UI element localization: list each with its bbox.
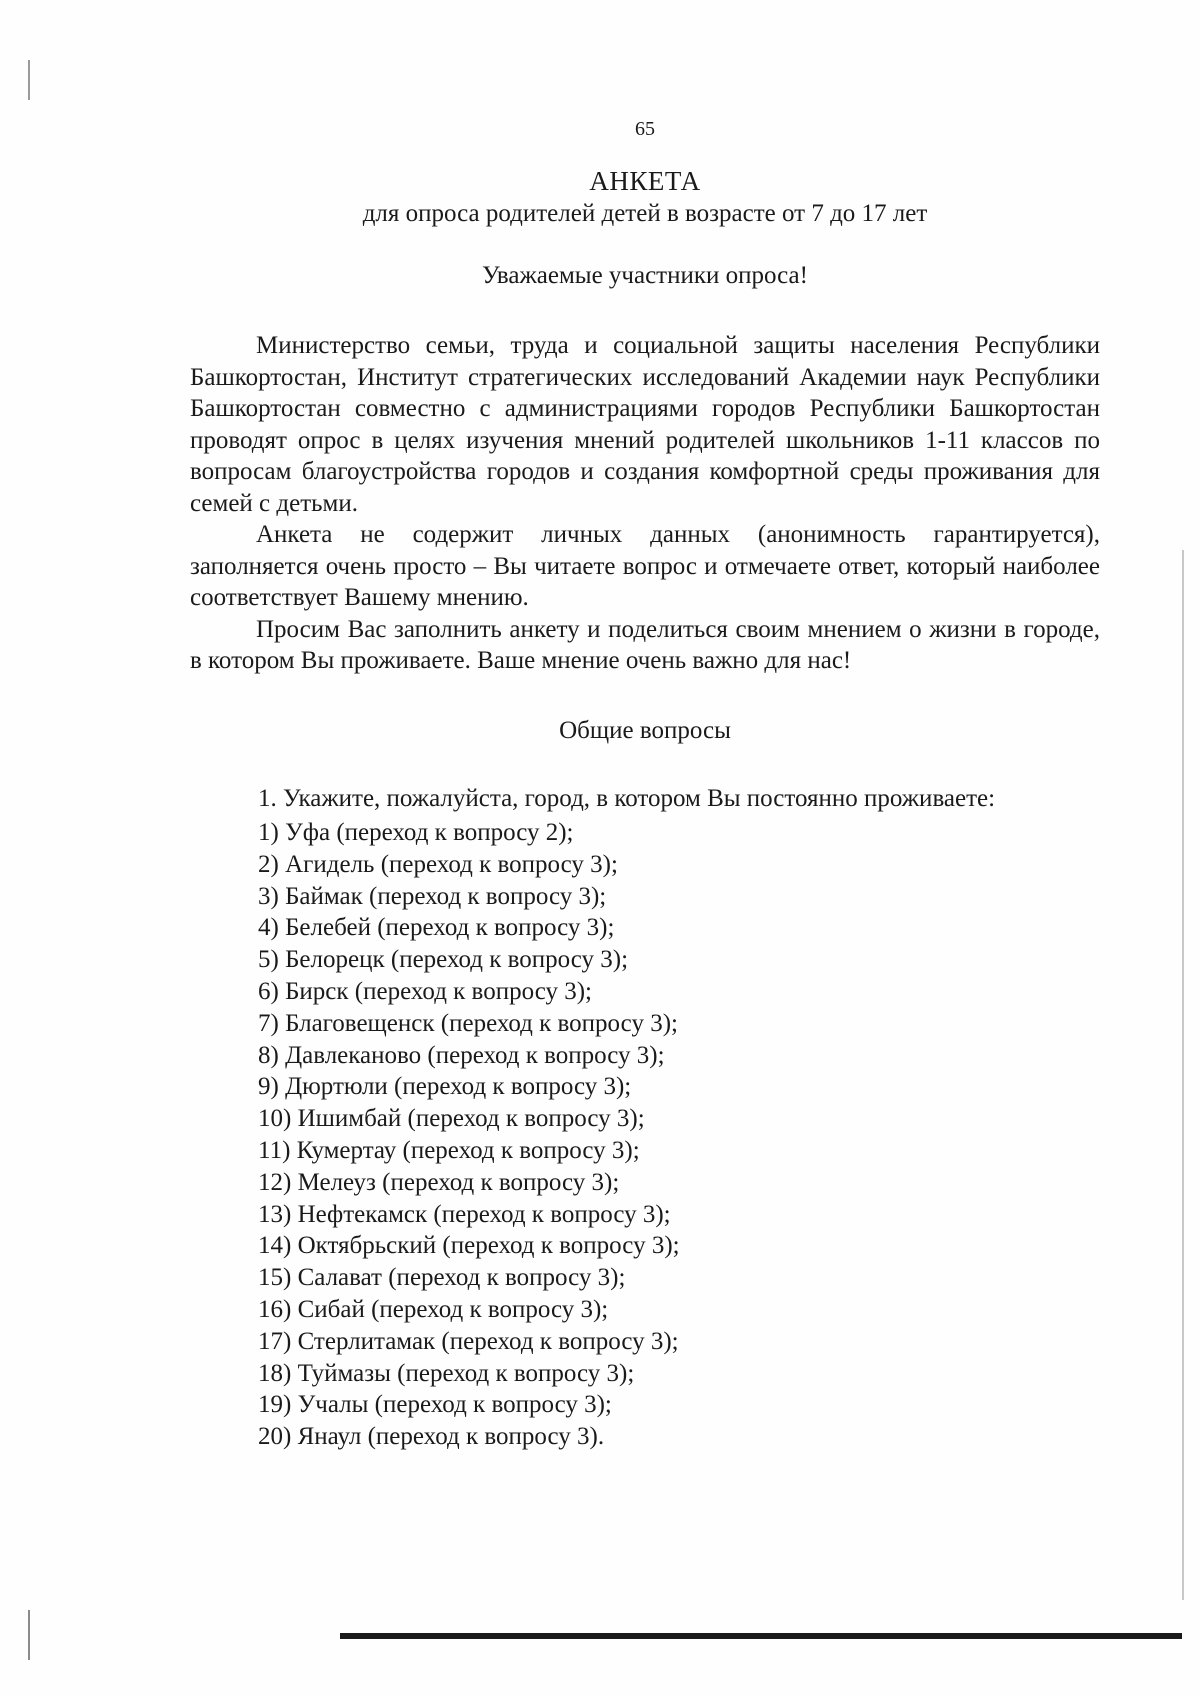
answer-option: 11) Кумертау (переход к вопросу 3); (258, 1136, 640, 1164)
document-title: АНКЕТА (589, 166, 701, 196)
bottom-rule-line (340, 1633, 1182, 1639)
answer-option: 4) Белебей (переход к вопросу 3); (258, 914, 615, 942)
answer-option: 17) Стерлитамак (переход к вопросу 3); (258, 1327, 679, 1355)
answer-option: 14) Октябрьский (переход к вопросу 3); (258, 1232, 680, 1260)
intro-paragraph: Министерство семьи, труда и социальной защиты населения Республики Башкортостан, Институт стратегических исследований Академии наук Республики Башкортостан совместно с администрациями городов Республики Башкортостан проводят опрос в целях изучения мнений родителей школьников 1-11 классов по вопросам благоустройства городов и создания комфортной среды проживания для семей с детьми. (190, 332, 1100, 517)
answer-options-list (258, 817, 680, 1453)
answer-option: 10) Ишимбай (переход к вопросу 3); (258, 1105, 645, 1133)
question-text: 1. Укажите, пожалуйста, город, в котором Вы постоянно проживаете: (258, 785, 996, 812)
page-number: 65 (635, 118, 655, 140)
answer-option: 1) Уфа (переход к вопросу 2); (258, 819, 574, 846)
section-title: Общие вопросы (559, 717, 731, 744)
answer-option: 7) Благовещенск (переход к вопросу 3); (258, 1009, 678, 1037)
answer-option: 16) Сибай (переход к вопросу 3); (258, 1295, 609, 1323)
answer-option: 12) Мелеуз (переход к вопросу 3); (258, 1168, 620, 1196)
answer-option: 9) Дюртюли (переход к вопросу 3); (258, 1073, 632, 1101)
scan-edge-mark (1182, 550, 1184, 1600)
greeting: Уважаемые участники опроса! (482, 262, 808, 289)
answer-option: 3) Баймак (переход к вопросу 3); (258, 882, 607, 910)
answer-option: 19) Учалы (переход к вопросу 3); (258, 1391, 612, 1419)
answer-option: 2) Агидель (переход к вопросу 3); (258, 850, 618, 878)
scan-edge-mark (28, 60, 30, 100)
answer-option: 15) Салават (переход к вопросу 3); (258, 1264, 626, 1292)
intro-paragraph: Анкета не содержит личных данных (анонимность гарантируется), заполняется очень просто – Вы читаете вопрос и отмечаете ответ, который наиболее соответствует Вашему мнению. (190, 521, 1100, 611)
answer-option: 5) Белорецк (переход к вопросу 3); (258, 946, 629, 974)
answer-option: 18) Туймазы (переход к вопросу 3); (258, 1359, 635, 1387)
scan-edge-mark (28, 1610, 30, 1660)
document-subtitle: для опроса родителей детей в возрасте от 7 до 17 лет (362, 200, 928, 227)
intro-paragraph: Просим Вас заполнить анкету и поделиться своим мнением о жизни в городе, в котором Вы проживаете. Ваше мнение очень важно для нас! (190, 615, 1100, 674)
answer-option: 20) Янаул (переход к вопросу 3). (258, 1423, 605, 1451)
answer-option: 8) Давлеканово (переход к вопросу 3); (258, 1041, 665, 1069)
answer-option: 13) Нефтекамск (переход к вопросу 3); (258, 1200, 671, 1228)
answer-option: 6) Бирск (переход к вопросу 3); (258, 977, 592, 1005)
intro-text (190, 330, 1100, 677)
